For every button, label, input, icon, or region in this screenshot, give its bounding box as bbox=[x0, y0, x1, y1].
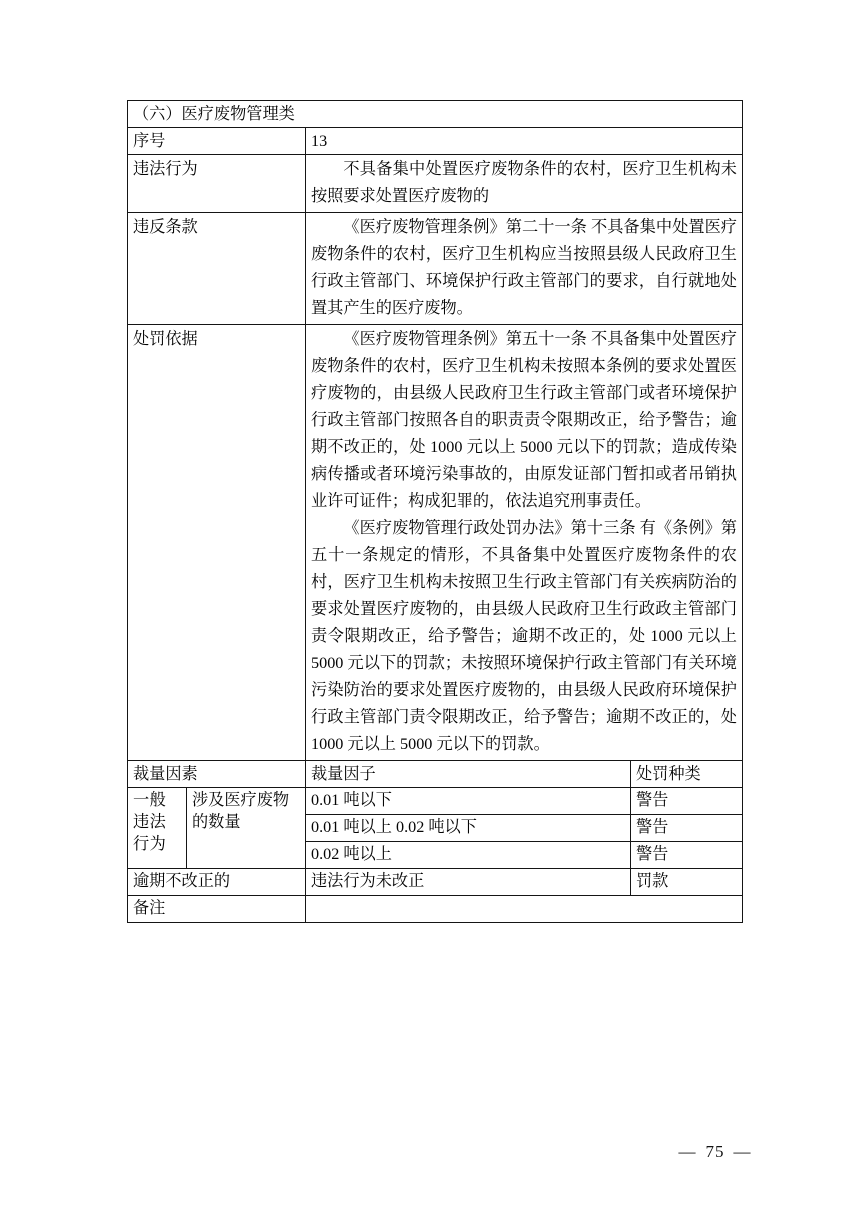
illegal-act-label: 违法行为 bbox=[128, 155, 306, 213]
table-row bbox=[128, 155, 743, 213]
penalty-type-value: 警告 bbox=[631, 815, 743, 842]
discretion-factor-header: 裁量因素 bbox=[128, 761, 306, 788]
violated-clause-text: 《医疗废物管理条例》第二十一条 不具备集中处置医疗废物条件的农村，医疗卫生机构应当按照县级人民政府卫生行政主管部门、环境保护行政主管部门的要求，自行就地处置其产生的医疗废物。 bbox=[311, 218, 737, 317]
section-header-cell: （六）医疗废物管理类 bbox=[128, 101, 743, 128]
page-footer-inner bbox=[670, 1142, 761, 1162]
violated-clause-cell bbox=[306, 213, 743, 325]
general-violation-factor-label: 涉及医疗废物的数量 bbox=[187, 788, 306, 869]
general-violation-category-label: 一般违法行为 bbox=[128, 788, 187, 869]
table-row bbox=[128, 869, 743, 896]
illegal-act-cell bbox=[306, 155, 743, 213]
table-row bbox=[128, 213, 743, 325]
penalty-basis-paragraph-1: 《医疗废物管理条例》第五十一条 不具备集中处置医疗废物条件的农村，医疗卫生机构未按照本条例的要求处置医疗废物的，由县级人民政府卫生行政主管部门或者环境保护行政主管部门按照各自的职责责令限期改正，给予警告；逾期不改正的，处 1000 元以上 5000 元以下的罚款；造成传染病传播或者环境污染事故的，由原发证部门暂扣或者吊销执业许可证件；构成犯罪的，依法追究刑事责任。 bbox=[311, 330, 737, 510]
discretion-factor-value: 0.02 吨以上 bbox=[306, 842, 631, 869]
page-number: 75 bbox=[705, 1142, 725, 1161]
table-row bbox=[128, 788, 743, 815]
remarks-value bbox=[306, 896, 743, 923]
violated-clause-label: 违反条款 bbox=[128, 213, 306, 325]
remarks-label: 备注 bbox=[128, 896, 306, 923]
overdue-factor-value: 违法行为未改正 bbox=[306, 869, 631, 896]
penalty-basis-paragraph-2: 《医疗废物管理行政处罚办法》第十三条 有《条例》第五十一条规定的情形，不具备集中处置医疗废物条件的农村，医疗卫生机构未按照卫生行政主管部门有关疾病防治的要求处置医疗废物的，由县级人民政府卫生行政政主管部门责令限期改正，给予警告；逾期不改正的，处 1000 元以上 5000 元以下的罚款；未按照环境保护行政主管部门有关环境污染防治的要求处置医疗废物的，由县级人民政府环境保护行政主管部门责令限期改正，给予警告；逾期不改正的，处 1000 元以上 5000 元以下的罚款。 bbox=[311, 519, 737, 753]
discretion-factor-value: 0.01 吨以下 bbox=[306, 788, 631, 815]
penalty-basis-cell bbox=[306, 325, 743, 761]
page-number-dash-left: — bbox=[678, 1142, 697, 1161]
page-footer bbox=[0, 1142, 868, 1162]
illegal-act-text: 不具备集中处置医疗废物条件的农村，医疗卫生机构未按照要求处置医疗废物的 bbox=[311, 160, 737, 205]
penalty-type-value: 警告 bbox=[631, 788, 743, 815]
penalty-type-value: 警告 bbox=[631, 842, 743, 869]
discretion-item-header: 裁量因子 bbox=[306, 761, 631, 788]
page-number-dash-right: — bbox=[733, 1142, 752, 1161]
overdue-penalty-value: 罚款 bbox=[631, 869, 743, 896]
table-row bbox=[128, 325, 743, 761]
table-row bbox=[128, 896, 743, 923]
discretion-factor-value: 0.01 吨以上 0.02 吨以下 bbox=[306, 815, 631, 842]
overdue-label: 逾期不改正的 bbox=[128, 869, 306, 896]
penalty-basis-label: 处罚依据 bbox=[128, 325, 306, 761]
table-row bbox=[128, 761, 743, 788]
serial-label: 序号 bbox=[128, 128, 306, 155]
penalty-type-header: 处罚种类 bbox=[631, 761, 743, 788]
table-row bbox=[128, 128, 743, 155]
penalty-standard-table bbox=[127, 100, 743, 923]
table-row bbox=[128, 101, 743, 128]
serial-value: 13 bbox=[306, 128, 743, 155]
